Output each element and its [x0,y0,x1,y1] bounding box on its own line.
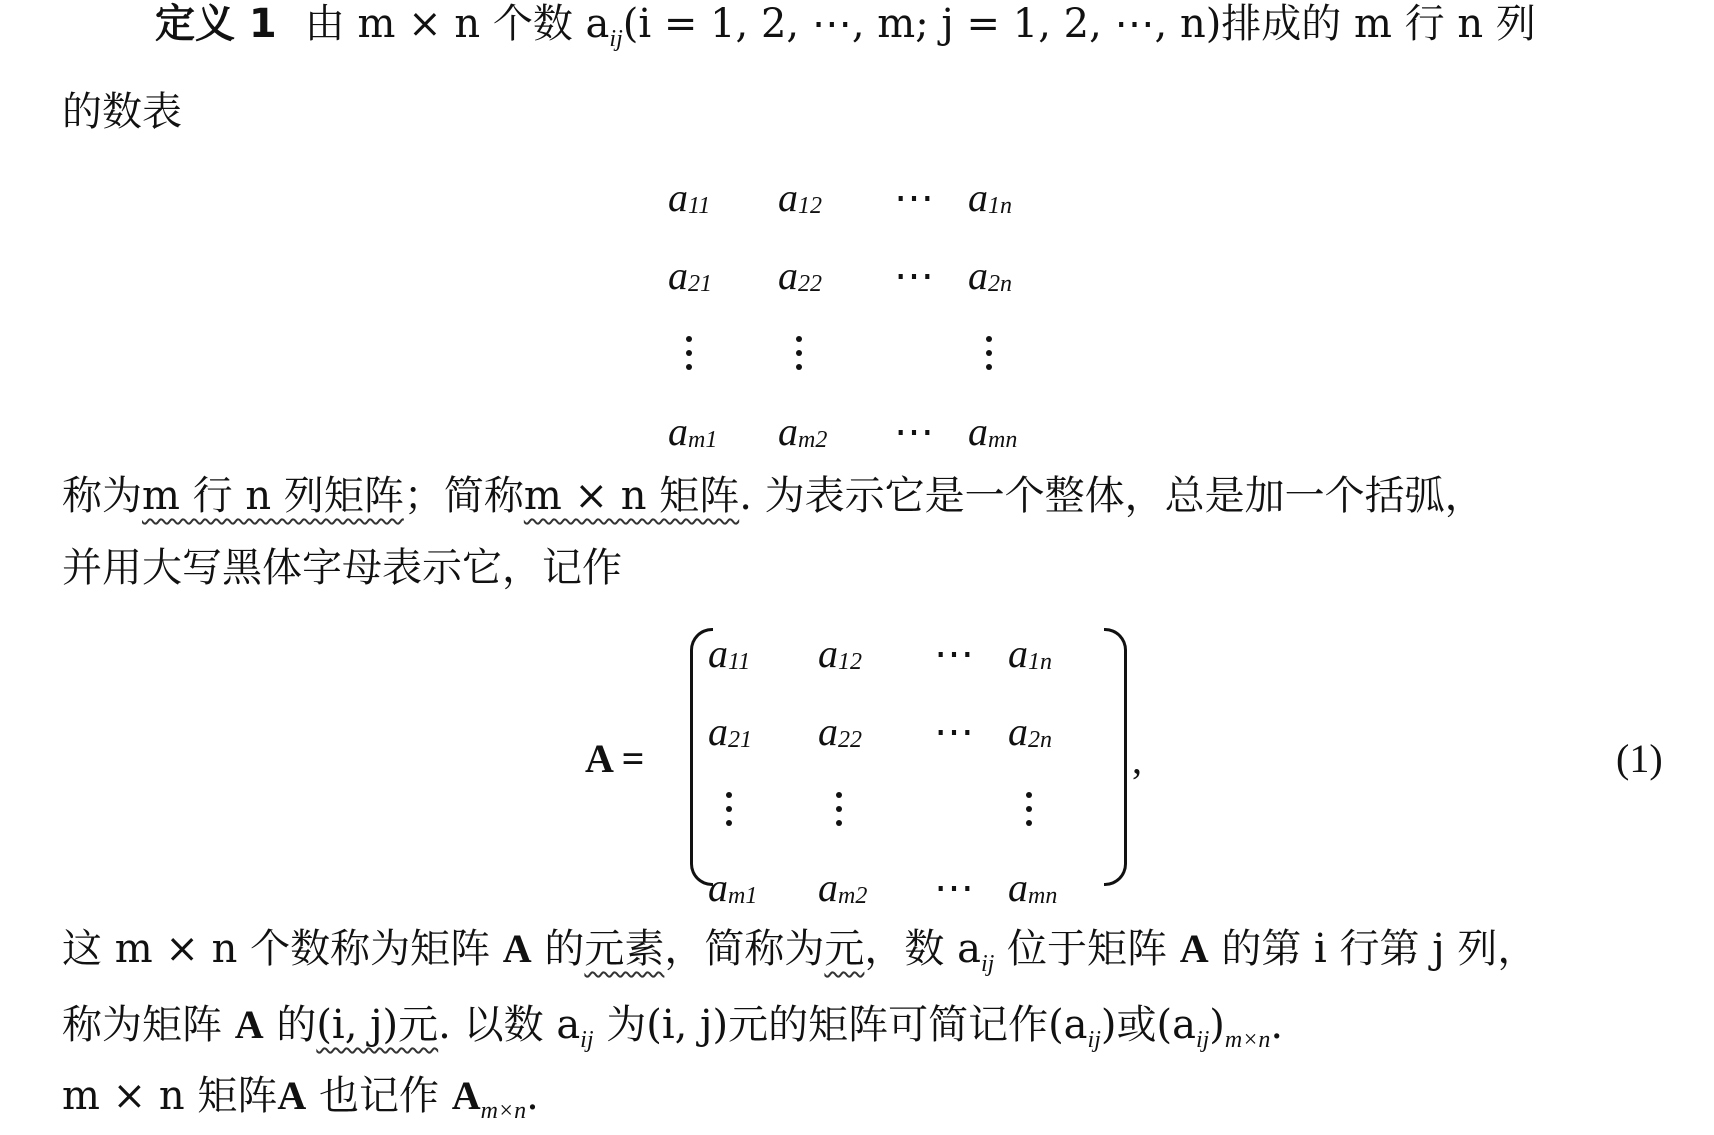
term-ij-entry: (i, j)元 [316,1002,439,1048]
entry-subscript: 11 [688,192,711,219]
entry-subscript: 12 [838,648,862,675]
entry-symbol: a [968,252,988,298]
matrix-entry [668,392,778,470]
definition-text-rest: (i = 1, 2, ⋯, m; j = 1, 2, ⋯, n)排成的 m 行 n 列 [622,1,1536,47]
matrix-entry [708,770,818,848]
entry-symbol: a [968,408,988,454]
horizontal-dots: ⋯ [934,864,975,910]
entry-symbol: a [668,174,688,220]
matrix-entry [708,614,818,692]
matrix-entry [1008,848,1118,926]
definition-text-2: 的数表 [62,89,182,135]
entry-symbol: a [818,630,838,676]
entry-symbol: a [668,408,688,454]
matrix-entry [968,314,1078,392]
entry-symbol: a [708,708,728,754]
equation-comma: , [1132,737,1142,782]
horizontal-dots: ⋯ [894,408,935,454]
entry-subscript: 1n [1028,648,1052,675]
matrix-A [708,614,1118,926]
matrix-entry [668,236,778,314]
definition-label: 定义 1 [155,1,277,47]
entry-subscript: 21 [688,270,712,297]
para2-mid: ；简称 [403,473,524,519]
entry-symbol: a [818,864,838,910]
p3-sub: m×n [480,1098,527,1124]
p3-text: . 以数 a [438,1002,581,1048]
matrix-symbol: A [234,1002,264,1047]
vertical-dots [668,332,692,374]
matrix-symbol: A [451,1073,481,1118]
paragraph-3-line-2 [62,1001,1678,1064]
p3-text: 这 m × n 个数称为矩阵 [62,926,503,972]
p3-sub: ij [1195,1027,1210,1053]
entry-subscript: 22 [798,270,822,297]
horizontal-dots: ⋯ [894,252,935,298]
horizontal-dots: ⋯ [894,174,935,220]
definition-line-2 [62,88,1678,136]
entry-subscript: 1n [988,192,1012,219]
horizontal-dots: ⋯ [934,708,975,754]
matrix-entry [928,770,1008,848]
matrix-entry [968,158,1078,236]
matrix-entry [888,236,968,314]
entry-subscript: m2 [838,882,868,909]
matrix-entry [888,158,968,236]
matrix-entry [778,158,888,236]
entry-subscript: mn [988,426,1018,453]
p3-text: )或(a [1100,1002,1196,1048]
p3-sub: ij [980,951,995,977]
entry-subscript: 2n [988,270,1012,297]
equation-number: (1) [1616,736,1663,781]
matrix-entry [818,770,928,848]
matrix-entry [888,392,968,470]
p3-text: 称为矩阵 [62,1002,235,1048]
vertical-dots [818,788,842,830]
para2-line2: 并用大写黑体字母表示它，记作 [62,545,622,591]
entry-symbol: a [968,174,988,220]
matrix-entry [1008,692,1118,770]
para2-post: . 为表示它是一个整体，总是加一个括弧， [739,473,1485,519]
entry-symbol: a [668,252,688,298]
entry-symbol: a [778,252,798,298]
horizontal-dots: ⋯ [934,630,975,676]
matrix-entry [1008,614,1118,692]
equation-lhs: A = [585,736,645,781]
matrix-entry [708,848,818,926]
p3-text: 的 [263,1002,317,1048]
para2-pre: 称为 [62,473,142,519]
matrix-entry [888,314,968,392]
vertical-dots [708,788,732,830]
term-m-by-n-matrix: m 行 n 列矩阵 [142,473,404,519]
entry-symbol: a [1008,630,1028,676]
paragraph-3-line-1 [62,925,1678,988]
matrix-symbol: A [502,926,532,971]
p3-sub: ij [1087,1027,1101,1053]
vertical-dots [778,332,802,374]
p3-text: ) [1209,1002,1225,1048]
p3-text: 为(i, j)元的矩阵可简记作(a [593,1002,1088,1048]
vertical-dots [1008,788,1032,830]
entry-subscript: 11 [728,648,751,675]
entry-subscript: 12 [798,192,822,219]
matrix-entry [968,236,1078,314]
p3-sub: m×n [1224,1027,1271,1053]
p3-sub: ij [580,1027,594,1053]
term-element: 元素 [584,926,665,972]
right-bracket [1104,628,1127,886]
entry-subscript: 2n [1028,726,1052,753]
p3-text: 的第 i 行第 j 列， [1208,926,1538,972]
entry-subscript: 21 [728,726,752,753]
entry-subscript: 22 [838,726,862,753]
p3-text: . [1270,1002,1284,1048]
matrix-entry [928,614,1008,692]
entry-symbol: a [1008,708,1028,754]
matrix-entry [1008,770,1118,848]
definition-line-1 [155,0,1678,63]
matrix-entry [968,392,1078,470]
p3-text: m × n 矩阵 [62,1073,278,1119]
matrix-entry [778,236,888,314]
matrix-entry [778,314,888,392]
matrix-symbol: A [277,1073,307,1118]
vertical-dots [968,332,992,374]
entry-subscript: m1 [728,882,758,909]
p3-text: ，数 a [864,926,981,972]
p3-text: 也记作 [306,1073,452,1119]
matrix-entry [818,614,928,692]
entry-subscript: m1 [688,426,718,453]
paragraph-2-line-2 [62,544,1678,592]
term-entry: 元 [824,926,865,972]
matrix-entry [668,158,778,236]
matrix-entry [668,314,778,392]
matrix-entry [818,692,928,770]
matrix-entry [928,848,1008,926]
entry-symbol: a [708,630,728,676]
matrix-entry [708,692,818,770]
entry-subscript: mn [1028,882,1058,909]
paragraph-2-line-1 [62,472,1678,520]
matrix-entry [818,848,928,926]
p3-text: ，简称为 [664,926,825,972]
number-table [668,158,1078,470]
entry-symbol: a [708,864,728,910]
matrix-entry [928,692,1008,770]
p3-text: 位于矩阵 [994,926,1180,972]
entry-symbol: a [778,408,798,454]
p3-text: 的 [531,926,585,972]
entry-symbol: a [818,708,838,754]
entry-symbol: a [778,174,798,220]
entry-subscript: m2 [798,426,828,453]
definition-text: 由 m × n 个数 a [304,1,610,47]
term-mxn-matrix: m × n 矩阵 [523,473,740,519]
matrix-symbol: A [1179,926,1209,971]
entry-symbol: a [1008,864,1028,910]
matrix-entry [778,392,888,470]
p3-text: . [526,1073,539,1119]
aij-subscript: ij [609,26,623,52]
